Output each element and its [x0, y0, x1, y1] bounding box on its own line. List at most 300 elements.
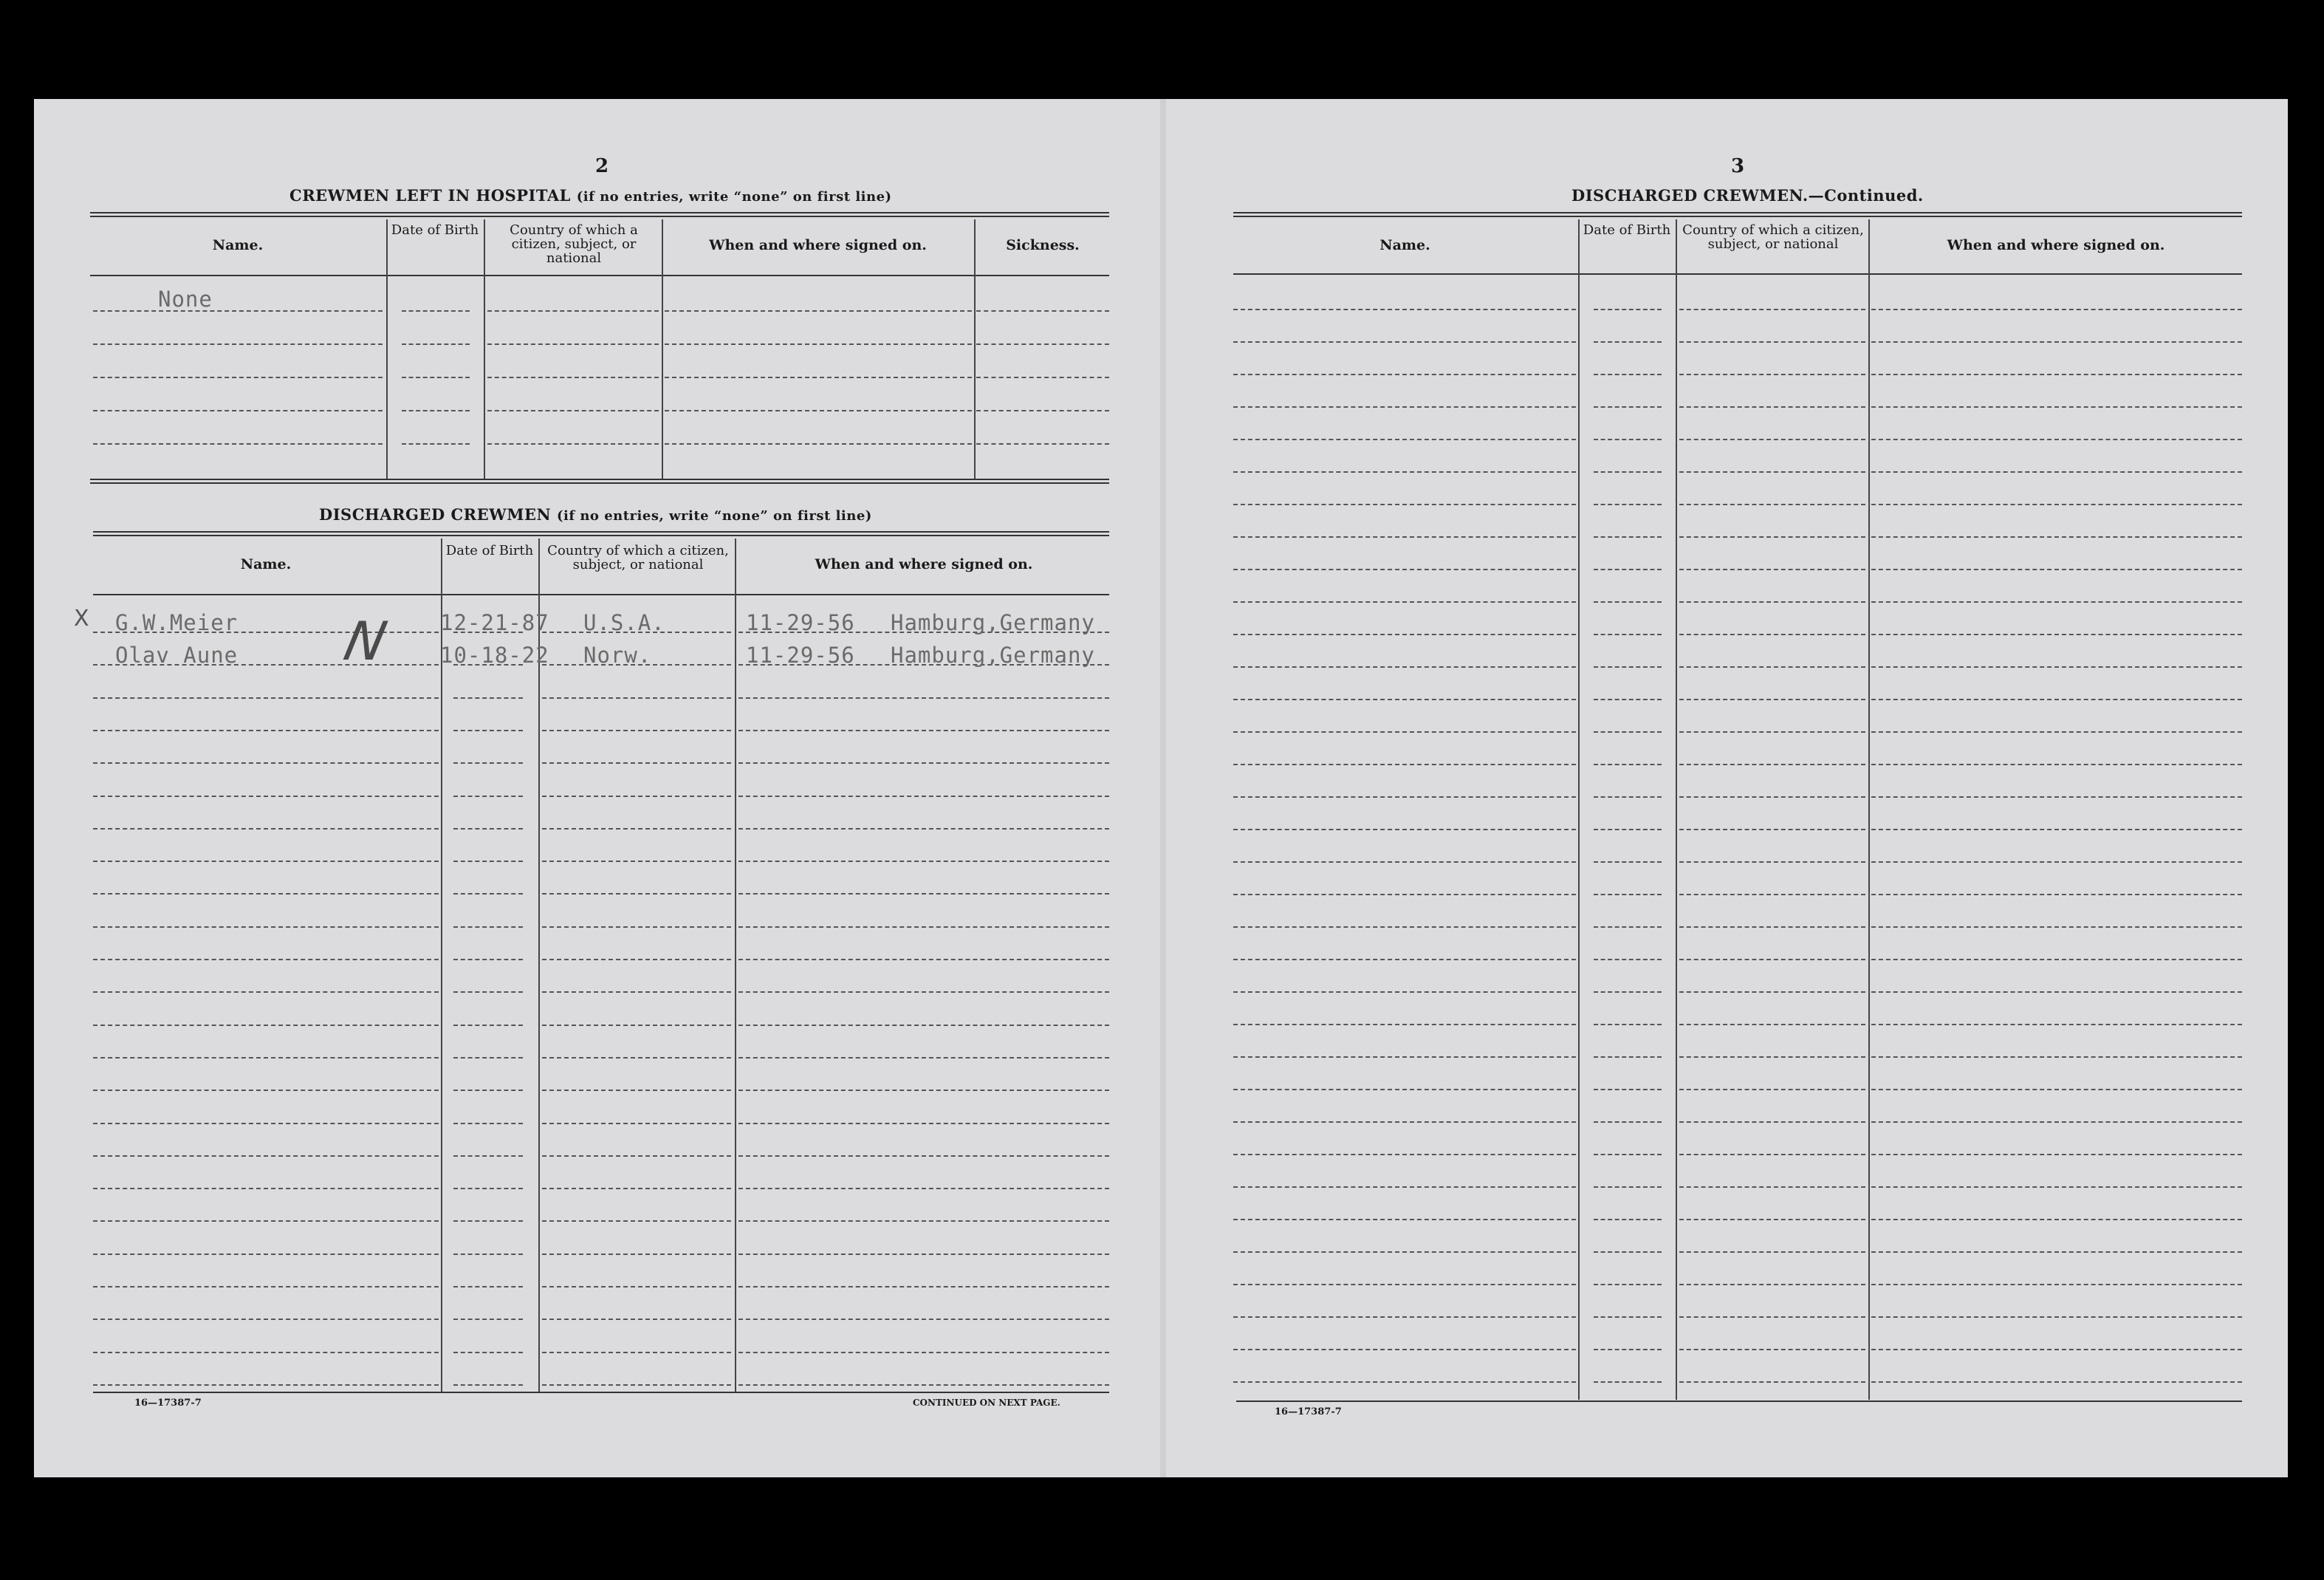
ruled-line: [1233, 1381, 1576, 1383]
ruled-line: [1594, 1219, 1662, 1220]
ruled-line: [453, 959, 523, 960]
page-number-right: 3: [1731, 155, 1745, 177]
ruled-line: [1679, 1219, 1865, 1220]
ruled-line: [1679, 634, 1865, 635]
ruled-line: [1679, 536, 1865, 538]
ruled-line: [1679, 764, 1865, 765]
ruled-line: [1871, 861, 2242, 863]
ruled-line: [93, 1384, 439, 1386]
ruled-line: [665, 377, 972, 378]
ruled-line: [1594, 1056, 1662, 1058]
ruled-line: [453, 1155, 523, 1157]
hospital-col-sickness: Sickness.: [1006, 237, 1080, 253]
ruled-line: [1233, 439, 1576, 440]
ruled-line: [1871, 991, 2242, 993]
ruled-line: [1594, 1024, 1662, 1025]
discharged-col-country: Country of which a citizen, subject, or national: [547, 543, 729, 572]
ruled-line: [1233, 926, 1576, 928]
ruled-line: [487, 410, 659, 411]
ruled-line: [1233, 536, 1576, 538]
ruled-line: [453, 1286, 523, 1287]
hospital-col-signed-on: When and where signed on.: [709, 237, 927, 253]
ruled-line: [738, 861, 1109, 862]
ruled-line: [542, 762, 731, 764]
ruled-line: [542, 730, 731, 731]
ruled-line: [542, 1254, 731, 1255]
ruled-line: [93, 443, 383, 445]
ruled-line: [1679, 374, 1865, 375]
hospital-col-dob: Date of Birth: [391, 222, 479, 238]
discharged-section-instruction: (if no entries, write “none” on first line): [556, 508, 872, 524]
crew-date-signed: 11-29-56: [746, 610, 855, 635]
ruled-line: [1233, 861, 1576, 863]
ruled-line: [453, 991, 523, 993]
ruled-line: [1233, 829, 1576, 830]
ruled-line: [1594, 309, 1662, 310]
discharged-col-dob: Date of Birth: [445, 543, 534, 558]
ruled-line: [402, 410, 470, 411]
ruled-line: [453, 697, 523, 699]
ruled-line: [1233, 959, 1576, 960]
ruled-line: [1594, 1316, 1662, 1318]
ruled-line: [1871, 1349, 2242, 1350]
ruled-line: [453, 730, 523, 731]
ruled-line: [542, 1057, 731, 1059]
right-col-country: Country of which a citizen, subject, or national: [1682, 222, 1864, 252]
ruled-line: [738, 959, 1109, 960]
ruled-line: [93, 343, 383, 345]
right-col-divider: [1578, 219, 1580, 1400]
form-number-right: 16—17387-7: [1275, 1406, 1342, 1417]
ruled-line: [402, 377, 470, 378]
ruled-line: [1871, 1316, 2242, 1318]
ruled-line: [487, 343, 659, 345]
ruled-line: [1233, 1251, 1576, 1253]
ruled-line: [453, 1254, 523, 1255]
ruled-line: [1679, 406, 1865, 408]
ruled-line: [1594, 1089, 1662, 1090]
hospital-top-rule: [90, 212, 1109, 217]
ruled-line: [453, 762, 523, 764]
discharged-col-divider: [735, 538, 736, 1392]
ruled-line: [1594, 666, 1662, 668]
ruled-line: [1679, 341, 1865, 343]
discharged-top-rule: [93, 531, 1109, 536]
ruled-line: [1871, 894, 2242, 895]
ruled-line: [453, 1220, 523, 1222]
ruled-line: [542, 697, 731, 699]
ruled-line: [542, 1220, 731, 1222]
ruled-line: [1871, 406, 2242, 408]
ruled-line: [1871, 536, 2242, 538]
ruled-line: [1679, 699, 1865, 700]
ruled-line: [1594, 1251, 1662, 1253]
ruled-line: [402, 343, 470, 345]
crew-name: G.W.Meier: [115, 610, 239, 635]
ruled-line: [1871, 1154, 2242, 1155]
ruled-line: [1233, 374, 1576, 375]
ruled-line: [1679, 1024, 1865, 1025]
ruled-line: [1233, 1219, 1576, 1220]
ruled-line: [453, 1319, 523, 1320]
ruled-line: [1233, 406, 1576, 408]
ruled-line: [1233, 796, 1576, 798]
hospital-bottom-rule: [90, 479, 1109, 484]
ruled-line: [1679, 471, 1865, 473]
ruled-line: [1871, 634, 2242, 635]
ruled-line: [1679, 796, 1865, 798]
ruled-line: [1594, 1121, 1662, 1123]
left-bottom-rule: [93, 1392, 1109, 1393]
right-top-rule: [1233, 212, 2242, 217]
hospital-col-divider: [484, 219, 485, 479]
ruled-line: [453, 828, 523, 830]
ruled-line: [1679, 861, 1865, 863]
ruled-line: [453, 1188, 523, 1189]
ruled-line: [93, 1188, 439, 1189]
ruled-line: [1233, 1154, 1576, 1155]
ruled-line: [665, 410, 972, 411]
ruled-line: [1871, 699, 2242, 700]
crew-place-signed: Hamburg,Germany: [891, 610, 1095, 635]
ruled-line: [1594, 406, 1662, 408]
ruled-line: [1679, 1186, 1865, 1188]
ruled-line: [1233, 1121, 1576, 1123]
ruled-line: [1233, 569, 1576, 570]
discharged-col-signed-on: When and where signed on.: [815, 556, 1033, 572]
crew-dob: 12-21-87: [440, 610, 549, 635]
right-col-name: Name.: [1379, 237, 1430, 253]
ruled-line: [453, 1123, 523, 1124]
ruled-line: [1871, 1284, 2242, 1285]
ruled-line: [542, 1319, 731, 1320]
ruled-line: [1679, 894, 1865, 895]
ruled-line: [1871, 959, 2242, 960]
ruled-line: [1594, 829, 1662, 830]
ruled-line: [1594, 959, 1662, 960]
ruled-line: [738, 1319, 1109, 1320]
ruled-line: [453, 893, 523, 895]
hospital-section-heading: [289, 186, 892, 205]
ruled-line: [1871, 829, 2242, 830]
right-bottom-rule: [1236, 1401, 2242, 1402]
ruled-line: [1233, 471, 1576, 473]
ruled-line: [1233, 731, 1576, 733]
ruled-line: [1594, 991, 1662, 993]
crew-dob: 10-18-22: [440, 643, 549, 668]
hospital-col-country: Country of which a citizen, subject, or national: [510, 222, 638, 266]
hospital-entry-none: None: [158, 287, 213, 312]
ruled-line: [1594, 471, 1662, 473]
ruled-line: [1679, 1316, 1865, 1318]
ruled-line: [1679, 309, 1865, 310]
ruled-line: [1679, 926, 1865, 928]
ruled-line: [93, 1123, 439, 1124]
ruled-line: [93, 1057, 439, 1059]
ruled-line: [1594, 634, 1662, 635]
right-col-divider: [1676, 219, 1677, 1400]
ruled-line: [93, 1286, 439, 1287]
ruled-line: [542, 1155, 731, 1157]
ruled-line: [453, 1384, 523, 1386]
ruled-line: [1594, 601, 1662, 603]
row-check-mark: X: [74, 606, 89, 632]
ruled-line: [738, 697, 1109, 699]
ruled-line: [1233, 341, 1576, 343]
discharged-section-heading: [319, 505, 872, 524]
ruled-line: [1679, 829, 1865, 830]
ruled-line: [1679, 601, 1865, 603]
ruled-line: [738, 828, 1109, 830]
ruled-line: [1233, 1186, 1576, 1188]
ruled-line: [487, 443, 659, 445]
ruled-line: [1679, 991, 1865, 993]
ruled-line: [1871, 666, 2242, 668]
hospital-col-divider: [974, 219, 976, 479]
right-col-dob: Date of Birth: [1583, 222, 1671, 238]
ruled-line: [1679, 1349, 1865, 1350]
ruled-line: [976, 343, 1109, 345]
right-col-signed-on: When and where signed on.: [1947, 237, 2165, 253]
ruled-line: [1594, 1284, 1662, 1285]
ruled-line: [1233, 894, 1576, 895]
ruled-line: [453, 1025, 523, 1026]
ruled-line: [738, 991, 1109, 993]
ruled-line: [738, 1057, 1109, 1059]
ruled-line: [1871, 569, 2242, 570]
ruled-line: [738, 1025, 1109, 1026]
ruled-line: [453, 926, 523, 928]
page-number-left: 2: [595, 155, 609, 177]
ruled-line: [93, 861, 439, 862]
discharged-header-rule: [93, 594, 1109, 595]
hospital-section-instruction: (if no entries, write “none” on first line): [576, 189, 892, 205]
ruled-line: [738, 1384, 1109, 1386]
ruled-line: [665, 310, 972, 312]
ruled-line: [1871, 1089, 2242, 1090]
ruled-line: [1594, 341, 1662, 343]
ruled-line: [93, 1025, 439, 1026]
ruled-line: [402, 443, 470, 445]
ruled-line: [1594, 374, 1662, 375]
ruled-line: [1594, 569, 1662, 570]
ruled-line: [1233, 699, 1576, 700]
ruled-line: [1594, 731, 1662, 733]
ruled-line: [1233, 601, 1576, 603]
ruled-line: [1233, 666, 1576, 668]
hospital-section-title: CREWMEN LEFT IN HOSPITAL: [289, 186, 571, 205]
ruled-line: [542, 1188, 731, 1189]
crew-country: Norw.: [583, 643, 652, 668]
ruled-line: [1871, 1186, 2242, 1188]
ruled-line: [542, 1384, 731, 1386]
ruled-line: [1679, 731, 1865, 733]
ruled-line: [93, 959, 439, 960]
ruled-line: [542, 828, 731, 830]
ruled-line: [1679, 959, 1865, 960]
ruled-line: [976, 410, 1109, 411]
ruled-line: [453, 1057, 523, 1059]
ruled-line: [738, 1286, 1109, 1287]
ruled-line: [1871, 926, 2242, 928]
ruled-line: [1679, 1251, 1865, 1253]
page-fold: [1160, 99, 1166, 1477]
ruled-line: [738, 926, 1109, 928]
continued-note: CONTINUED ON NEXT PAGE.: [913, 1398, 1060, 1408]
hospital-col-name: Name.: [212, 237, 264, 253]
ruled-line: [453, 1090, 523, 1091]
ruled-line: [542, 1025, 731, 1026]
hospital-col-divider: [662, 219, 663, 479]
ruled-line: [453, 796, 523, 797]
ruled-line: [542, 796, 731, 797]
ruled-line: [665, 443, 972, 445]
ruled-line: [1233, 309, 1576, 310]
ruled-line: [1233, 1349, 1576, 1350]
ruled-line: [1233, 991, 1576, 993]
ruled-line: [1679, 666, 1865, 668]
ruled-line: [1871, 731, 2242, 733]
crew-place-signed: Hamburg,Germany: [891, 643, 1095, 668]
ruled-line: [738, 796, 1109, 797]
ruled-line: [1594, 861, 1662, 863]
ruled-line: [93, 377, 383, 378]
ruled-line: [1594, 894, 1662, 895]
crew-country: U.S.A.: [583, 610, 665, 635]
ruled-line: [1594, 1349, 1662, 1350]
ruled-line: [93, 1319, 439, 1320]
crew-date-signed: 11-29-56: [746, 643, 855, 668]
ruled-line: [93, 828, 439, 830]
ruled-line: [1233, 1089, 1576, 1090]
ruled-line: [542, 926, 731, 928]
ruled-line: [665, 343, 972, 345]
ruled-line: [1233, 634, 1576, 635]
ruled-line: [93, 991, 439, 993]
ruled-line: [542, 959, 731, 960]
discharged-section-title: DISCHARGED CREWMEN: [319, 505, 552, 524]
ruled-line: [738, 730, 1109, 731]
ruled-line: [542, 861, 731, 862]
ruled-line: [1594, 536, 1662, 538]
ruled-line: [738, 1254, 1109, 1255]
ruled-line: [93, 697, 439, 699]
ruled-line: [1233, 764, 1576, 765]
hospital-header-rule: [90, 275, 1109, 276]
ruled-line: [93, 762, 439, 764]
ruled-line: [1871, 1056, 2242, 1058]
hospital-col-divider: [386, 219, 388, 479]
ruled-line: [1233, 1056, 1576, 1058]
ruled-line: [1233, 504, 1576, 505]
ruled-line: [93, 926, 439, 928]
ruled-line: [738, 1123, 1109, 1124]
ruled-line: [1594, 796, 1662, 798]
ruled-line: [542, 1286, 731, 1287]
ruled-line: [1679, 569, 1865, 570]
ruled-line: [1871, 1251, 2242, 1253]
ruled-line: [738, 1188, 1109, 1189]
ruled-line: [1871, 341, 2242, 343]
ruled-line: [453, 1352, 523, 1353]
ruled-line: [93, 1352, 439, 1353]
ruled-line: [1679, 439, 1865, 440]
ruled-line: [1233, 1284, 1576, 1285]
ruled-line: [453, 861, 523, 862]
right-col-divider: [1868, 219, 1870, 1400]
ruled-line: [1594, 1186, 1662, 1188]
ruled-line: [1679, 1284, 1865, 1285]
ruled-line: [93, 1090, 439, 1091]
initial-mark: N: [339, 610, 392, 672]
ruled-line: [1871, 1024, 2242, 1025]
ruled-line: [1594, 764, 1662, 765]
ruled-line: [976, 377, 1109, 378]
ruled-line: [542, 1123, 731, 1124]
ruled-line: [1594, 439, 1662, 440]
ruled-line: [542, 1090, 731, 1091]
ruled-line: [93, 893, 439, 895]
right-section-title: DISCHARGED CREWMEN.—Continued.: [1571, 186, 1924, 205]
ruled-line: [93, 310, 383, 312]
ruled-line: [738, 1220, 1109, 1222]
ruled-line: [1679, 1089, 1865, 1090]
ruled-line: [1594, 1154, 1662, 1155]
ruled-line: [1871, 1121, 2242, 1123]
ruled-line: [738, 1352, 1109, 1353]
ruled-line: [738, 893, 1109, 895]
ruled-line: [1679, 504, 1865, 505]
ruled-line: [487, 377, 659, 378]
right-header-rule: [1233, 273, 2242, 275]
crew-name: Olav Aune: [115, 643, 239, 668]
ruled-line: [976, 310, 1109, 312]
ruled-line: [93, 1220, 439, 1222]
ruled-line: [93, 1254, 439, 1255]
discharged-col-name: Name.: [240, 556, 292, 572]
ruled-line: [1679, 1381, 1865, 1383]
ruled-line: [1871, 504, 2242, 505]
ruled-line: [1871, 471, 2242, 473]
ruled-line: [402, 310, 470, 312]
ruled-line: [93, 796, 439, 797]
ruled-line: [1679, 1056, 1865, 1058]
ruled-line: [1594, 504, 1662, 505]
ruled-line: [738, 1155, 1109, 1157]
ruled-line: [1871, 309, 2242, 310]
ruled-line: [976, 443, 1109, 445]
ruled-line: [1871, 1219, 2242, 1220]
ruled-line: [1594, 1381, 1662, 1383]
ruled-line: [1871, 764, 2242, 765]
ruled-line: [1871, 601, 2242, 603]
ruled-line: [1679, 1121, 1865, 1123]
ruled-line: [1871, 374, 2242, 375]
ruled-line: [1871, 796, 2242, 798]
ruled-line: [542, 1352, 731, 1353]
ruled-line: [1679, 1154, 1865, 1155]
ruled-line: [542, 991, 731, 993]
ruled-line: [738, 762, 1109, 764]
ruled-line: [1871, 1381, 2242, 1383]
ruled-line: [93, 410, 383, 411]
ruled-line: [1233, 1316, 1576, 1318]
form-number-left: 16—17387-7: [134, 1398, 202, 1409]
ruled-line: [93, 730, 439, 731]
ruled-line: [487, 310, 659, 312]
ruled-line: [1594, 699, 1662, 700]
ruled-line: [542, 893, 731, 895]
